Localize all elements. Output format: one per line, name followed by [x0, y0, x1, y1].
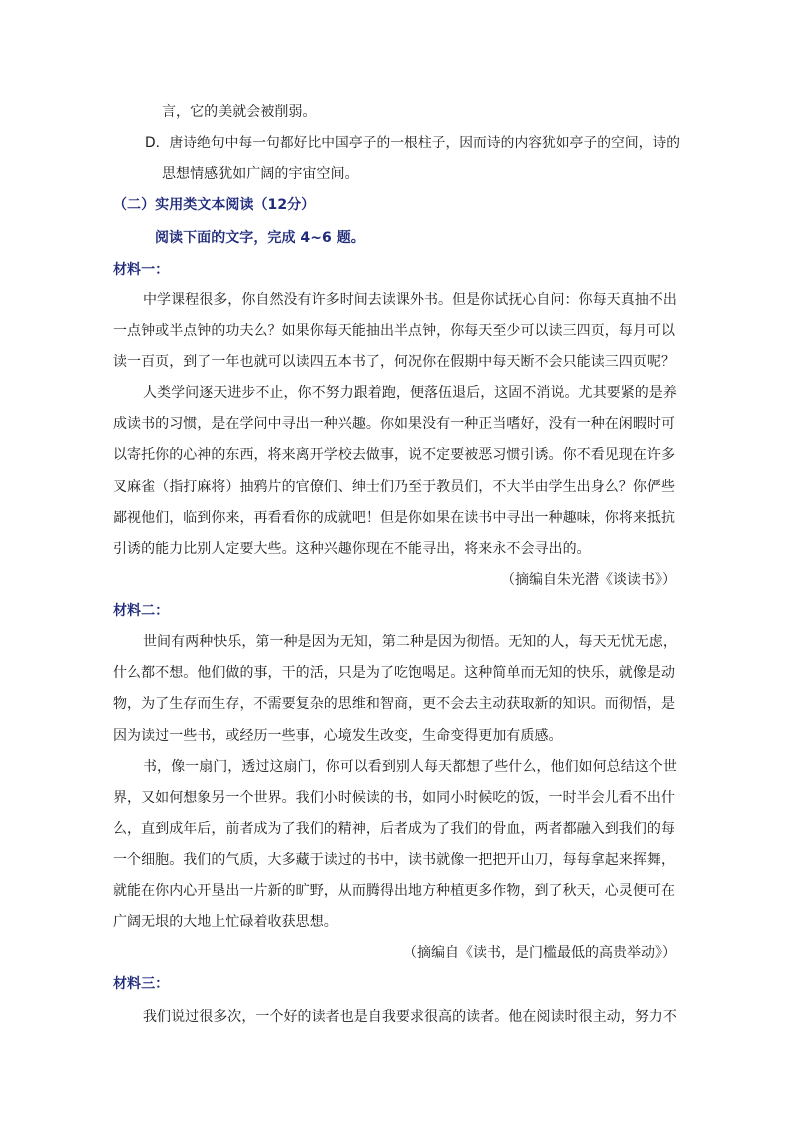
material1-source: （摘编自朱光潜《谈读书》） [501, 572, 676, 588]
material2-p2-line: 书，像一扇门，透过这扇门，你可以看到别人每天都想了些什么，他们如何总结这个世 [143, 759, 677, 775]
material1-p2-line: 以寄托你的心神的东西，将来离开学校去做事，说不定要被恶习惯引诱。你不看见现在许多 [113, 447, 675, 463]
material2-p2-line: 么，直到成年后，前者成为了我们的精神，后者成为了我们的骨血，两者都融入到我们的每 [113, 821, 675, 837]
material2-p2-line: 就能在你内心开垦出一片新的旷野，从而腾得出地方种植更多作物，到了秋天，心灵便可在 [113, 883, 675, 899]
material1-p1-line: 读一百页，到了一年也就可以读四五本书了，何况你在假期中每天断不会只能读三四页呢？ [113, 354, 675, 370]
instruction: 阅读下面的文字，完成 4~6 题。 [155, 230, 365, 246]
material2-p1-line: 什么都不想。他们做的事，干的活，只是为了吃饱喝足。这种简单而无知的快乐，就像是动 [113, 665, 675, 681]
section-heading: （二）实用类文本阅读（12分） [113, 197, 316, 213]
option-d-line1: D．唐诗绝句中每一句都好比中国亭子的一根柱子，因而诗的内容犹如亭子的空间，诗的 [145, 135, 681, 151]
material1-p2-line: 引诱的能力比别人定要大些。这种兴趣你现在不能寻出，将来永不会寻出的。 [113, 541, 591, 557]
material1-p2-line: 叉麻雀（指打麻将）抽鸦片的官僚们、绅士们乃至于教员们，不大半由学生出身么？你俨些 [113, 479, 675, 495]
material1-p2-line: 人类学问逐天进步不止，你不努力跟着跑，便落伍退后，这固不消说。尤其要紧的是养 [143, 385, 677, 401]
material2-p2-line: 一个细胞。我们的气质，大多藏于读过的书中，读书就像一把把开山刀，每每拿起来挥舞， [113, 852, 675, 868]
material3-heading: 材料三： [113, 976, 170, 992]
option-d-line2: 思想情感犹如广阔的宇宙空间。 [162, 166, 359, 182]
material2-p1-line: 因为读过一些书，或经历一些事，心境发生改变，生命变得更加有质感。 [113, 728, 563, 744]
material2-p1-line: 物，为了生存而生存，不需要复杂的思维和智商，更不会去主动获取新的知识。而彻悟，是 [113, 696, 675, 712]
material2-p1-line: 世间有两种快乐，第一种是因为无知，第二种是因为彻悟。无知的人，每天无忧无虑， [143, 634, 677, 650]
material1-p1-line: 一点钟或半点钟的功夫么？如果你每天能抽出半点钟，你每天至少可以读三四页，每月可以 [113, 323, 675, 339]
material2-p2-line: 广阔无垠的大地上忙碌着收获思想。 [113, 914, 338, 930]
material1-heading: 材料一： [113, 262, 170, 278]
material1-p2-line: 鄙视他们，临到你来，再看看你的成就吧！但是你如果在读书中寻出一种趣味，你将来抵抗 [113, 510, 675, 526]
option-c-tail: 言，它的美就会被削弱。 [162, 104, 317, 120]
material2-p2-line: 界，又如何想象另一个世界。我们小时候读的书，如同小时候吃的饭，一时半会儿看不出什 [113, 790, 675, 806]
material2-source: （摘编自《读书，是门槛最低的高贵举动》） [403, 945, 676, 961]
material2-heading: 材料二： [113, 603, 170, 619]
material3-p1-line: 我们说过很多次，一个好的读者也是自我要求很高的读者。他在阅读时很主动，努力不 [143, 1009, 677, 1025]
material1-p1-line: 中学课程很多，你自然没有许多时间去读课外书。但是你试抚心自问：你每天真抽不出 [143, 292, 677, 308]
material1-p2-line: 成读书的习惯，是在学问中寻出一种兴趣。你如果没有一种正当嗜好，没有一种在闲暇时可 [113, 416, 675, 432]
